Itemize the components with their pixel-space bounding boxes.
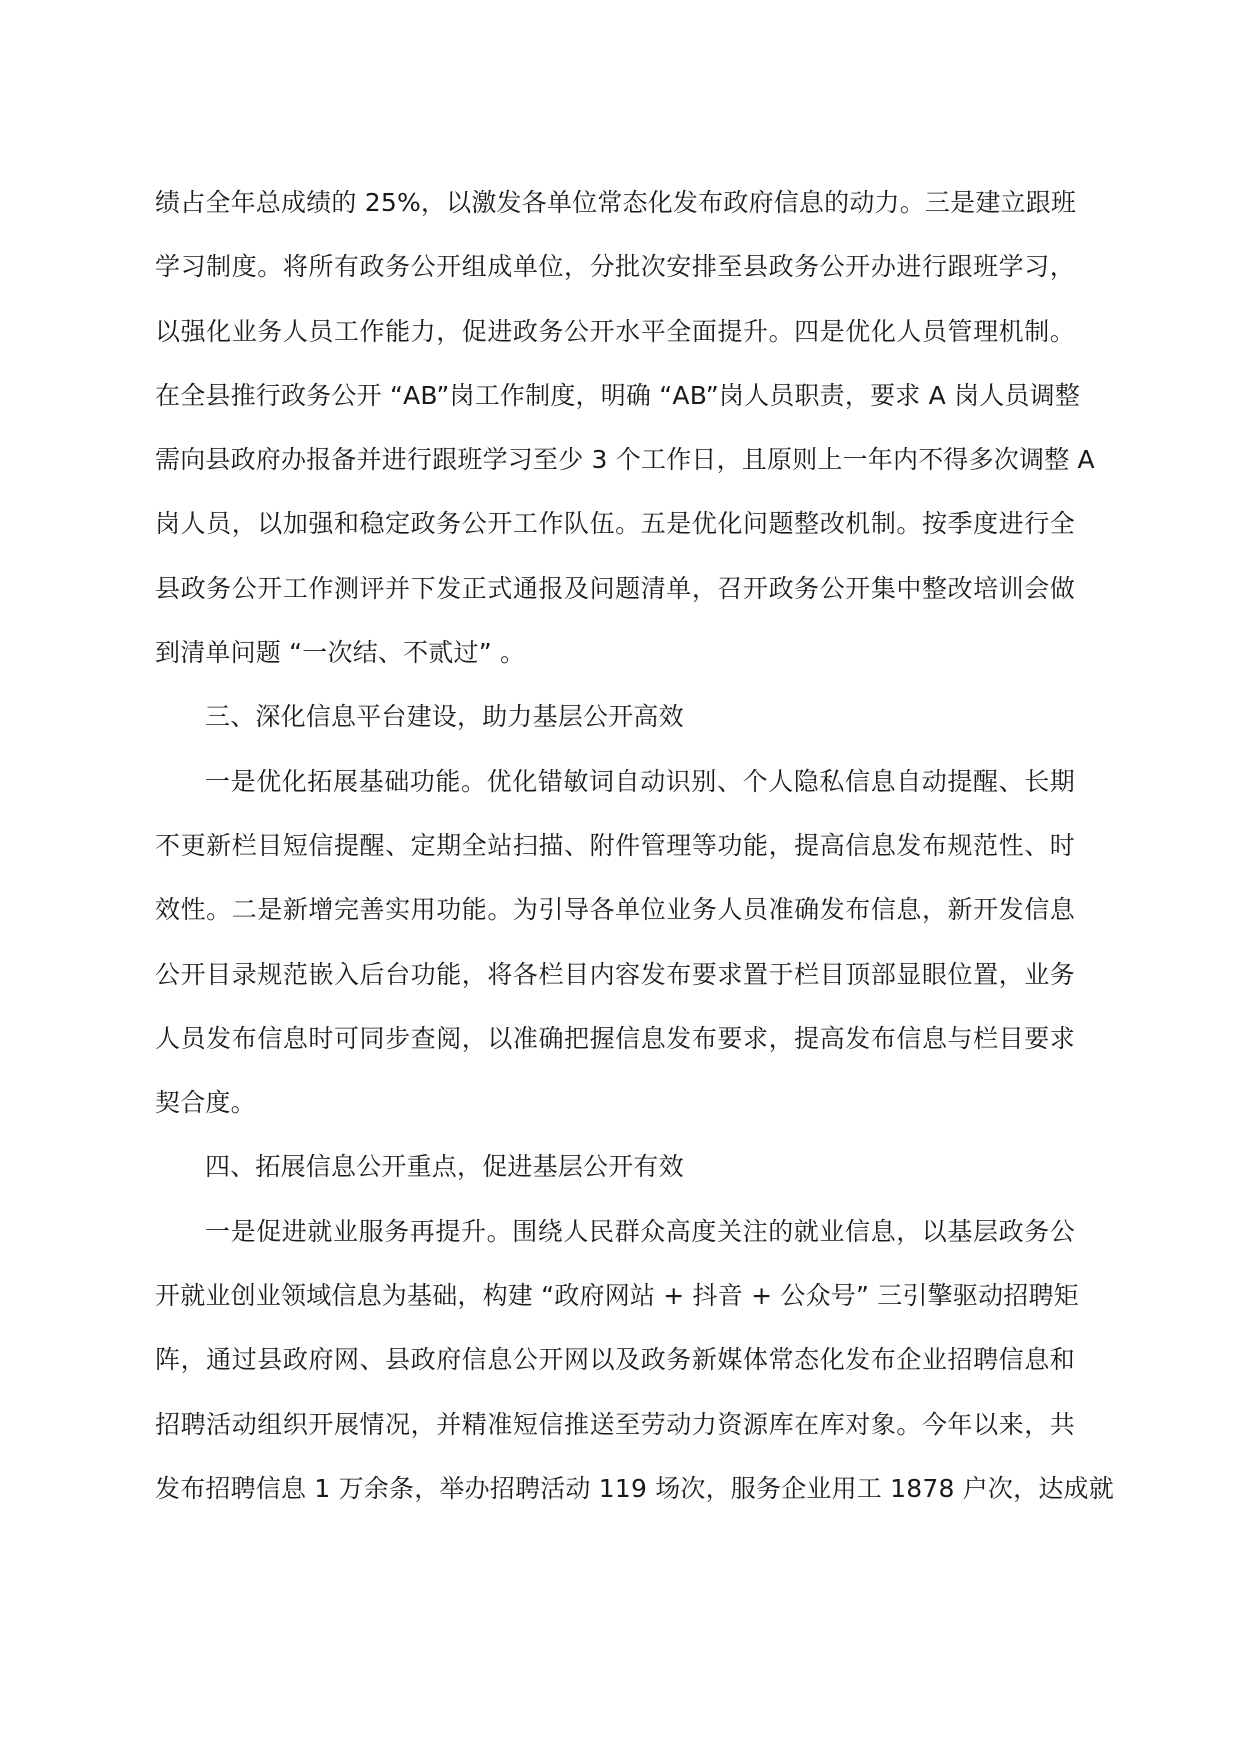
paragraph-line: 契合度。 (155, 1088, 256, 1118)
paragraph-line: 在全县推行政务公开 “AB”岗工作制度，明确 “AB”岗人员职责，要求 A 岗人员调整 (155, 380, 1081, 410)
document-body (155, 188, 1114, 1538)
paragraph-line: 学习制度。将所有政务公开组成单位，分批次安排至县政务公开办进行跟班学习， (155, 252, 1075, 282)
paragraph-line: 招聘活动组织开展情况，并精准短信推送至劳动力资源库在库对象。今年以来，共 (155, 1409, 1075, 1439)
paragraph-line: 岗人员，以加强和稳定政务公开工作队伍。五是优化问题整改机制。按季度进行全 (155, 509, 1075, 539)
paragraph-line: 一是优化拓展基础功能。优化错敏词自动识别、个人隐私信息自动提醒、长期 (205, 766, 1075, 796)
paragraph-line: 县政务公开工作测评并下发正式通报及问题清单，召开政务公开集中整改培训会做 (155, 573, 1075, 603)
section-heading: 四、拓展信息公开重点，促进基层公开有效 (205, 1152, 684, 1182)
paragraph-line: 需向县政府办报备并进行跟班学习至少 3 个工作日，且原则上一年内不得多次调整 A (155, 445, 1095, 475)
paragraph-line: 到清单问题 “一次结、不贰过” 。 (155, 638, 526, 668)
paragraph-line: 以强化业务人员工作能力，促进政务公开水平全面提升。四是优化人员管理机制。 (155, 316, 1075, 346)
paragraph-line: 人员发布信息时可同步查阅，以准确把握信息发布要求，提高发布信息与栏目要求 (155, 1023, 1075, 1053)
paragraph-line: 阵，通过县政府网、县政府信息公开网以及政务新媒体常态化发布企业招聘信息和 (155, 1345, 1075, 1375)
paragraph-line: 发布招聘信息 1 万余条，举办招聘活动 119 场次，服务企业用工 1878 户次，达成就 (155, 1473, 1114, 1503)
paragraph-line: 效性。二是新增完善实用功能。为引导各单位业务人员准确发布信息，新开发信息 (155, 895, 1075, 925)
paragraph-line: 一是促进就业服务再提升。围绕人民群众高度关注的就业信息，以基层政务公 (205, 1216, 1075, 1246)
paragraph-line: 公开目录规范嵌入后台功能，将各栏目内容发布要求置于栏目顶部显眼位置，业务 (155, 959, 1075, 989)
section-heading: 三、深化信息平台建设，助力基层公开高效 (205, 702, 684, 732)
paragraph-line: 不更新栏目短信提醒、定期全站扫描、附件管理等功能，提高信息发布规范性、时 (155, 830, 1075, 860)
paragraph-line: 开就业创业领域信息为基础，构建 “政府网站 + 抖音 + 公众号” 三引擎驱动招聘矩 (155, 1281, 1079, 1311)
paragraph-line: 绩占全年总成绩的 25%，以激发各单位常态化发布政府信息的动力。三是建立跟班 (155, 188, 1077, 217)
